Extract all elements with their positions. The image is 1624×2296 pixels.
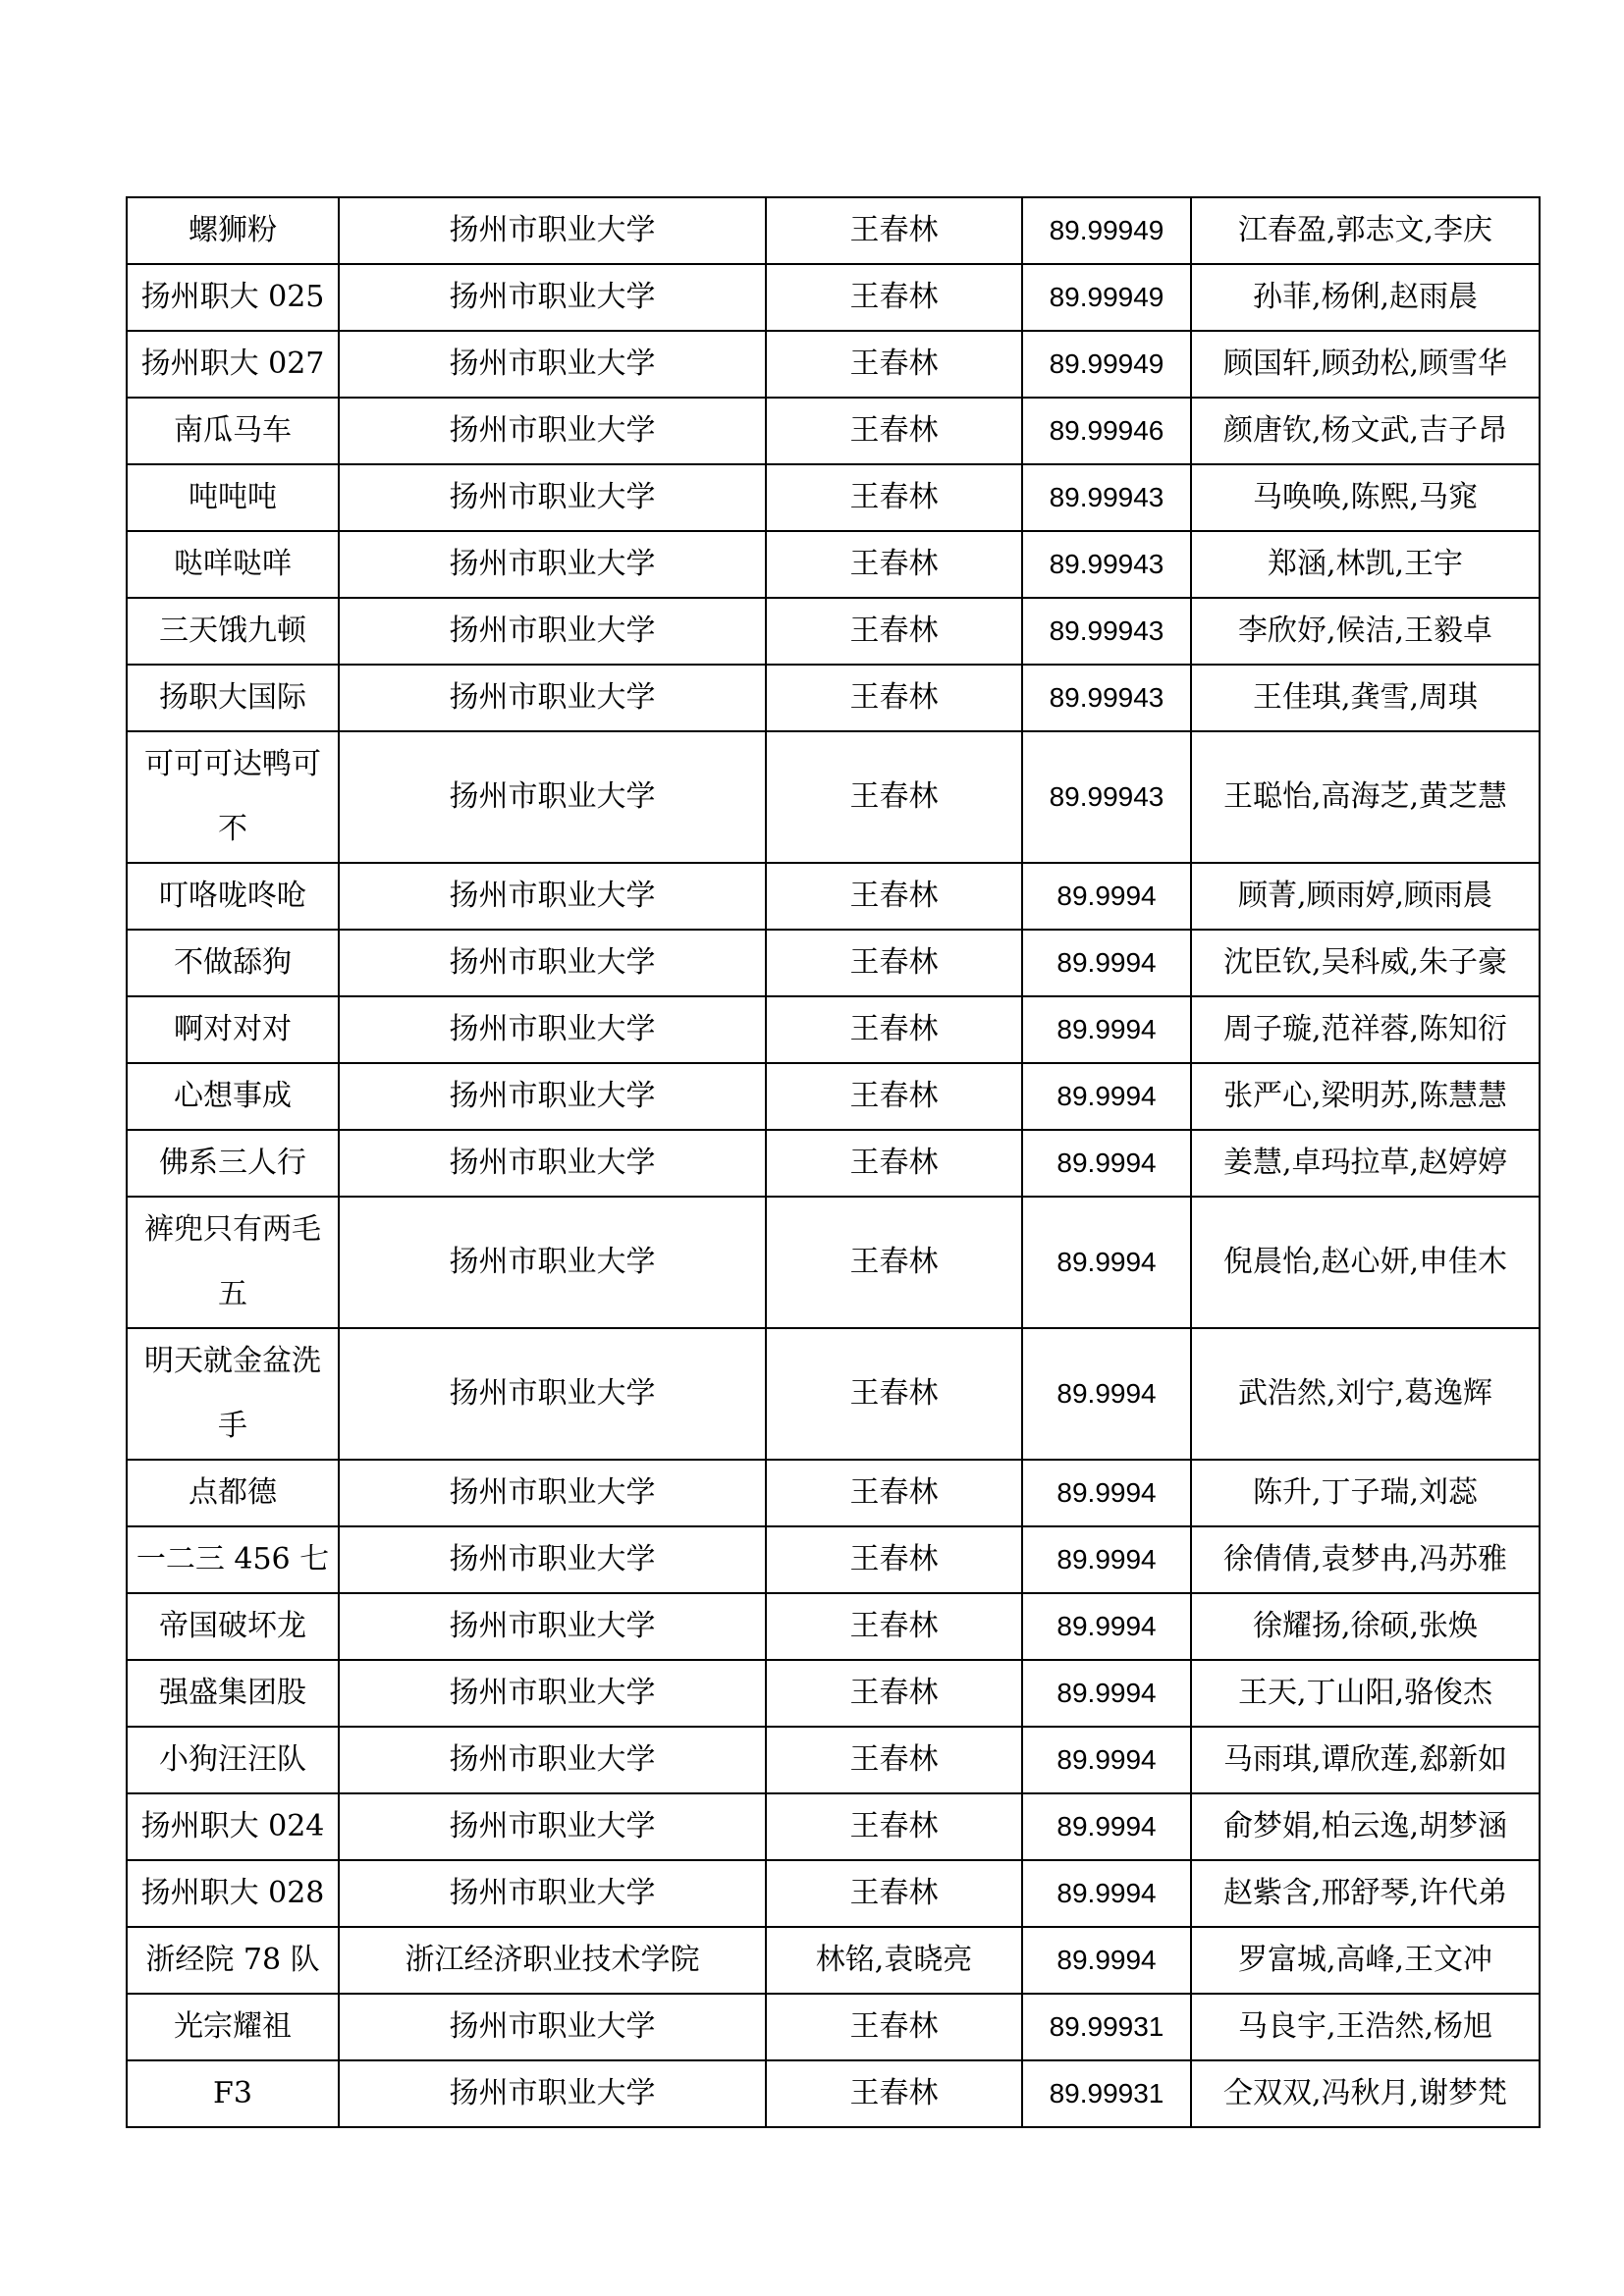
- school-cell: 扬州市职业大学: [339, 331, 766, 398]
- members-cell: 王天,丁山阳,骆俊杰: [1191, 1660, 1540, 1727]
- advisor-cell: 王春林: [766, 1526, 1022, 1593]
- score-cell: 89.99931: [1022, 2060, 1191, 2127]
- members-cell: 马雨琪,谭欣莲,郄新如: [1191, 1727, 1540, 1793]
- members-cell: 王佳琪,龚雪,周琪: [1191, 665, 1540, 731]
- advisor-cell: 王春林: [766, 1793, 1022, 1860]
- table-row: [127, 1793, 1540, 1860]
- team-name-cell: 扬州职大 027: [127, 331, 339, 398]
- school-cell: 扬州市职业大学: [339, 598, 766, 665]
- results-table: [126, 196, 1541, 2128]
- school-cell: 扬州市职业大学: [339, 197, 766, 264]
- table-row: [127, 464, 1540, 531]
- score-cell: 89.9994: [1022, 1727, 1191, 1793]
- school-cell: 扬州市职业大学: [339, 1063, 766, 1130]
- score-cell: 89.9994: [1022, 1130, 1191, 1197]
- score-cell: 89.99943: [1022, 731, 1191, 863]
- school-cell: 扬州市职业大学: [339, 665, 766, 731]
- score-cell: 89.99943: [1022, 531, 1191, 598]
- score-cell: 89.99943: [1022, 598, 1191, 665]
- members-cell: 徐耀扬,徐硕,张焕: [1191, 1593, 1540, 1660]
- table-row: [127, 1660, 1540, 1727]
- school-cell: 浙江经济职业技术学院: [339, 1927, 766, 1994]
- members-cell: 徐倩倩,袁梦冉,冯苏雅: [1191, 1526, 1540, 1593]
- table-row: [127, 731, 1540, 863]
- school-cell: 扬州市职业大学: [339, 1727, 766, 1793]
- score-cell: 89.99943: [1022, 665, 1191, 731]
- members-cell: 沈臣钦,吴科威,朱子豪: [1191, 930, 1540, 996]
- advisor-cell: 王春林: [766, 197, 1022, 264]
- advisor-cell: 王春林: [766, 1994, 1022, 2060]
- team-name-cell: 点都德: [127, 1460, 339, 1526]
- table-row: [127, 1197, 1540, 1328]
- school-cell: 扬州市职业大学: [339, 1994, 766, 2060]
- table-row: [127, 598, 1540, 665]
- school-cell: 扬州市职业大学: [339, 1660, 766, 1727]
- advisor-cell: 王春林: [766, 1660, 1022, 1727]
- school-cell: 扬州市职业大学: [339, 531, 766, 598]
- table-row: [127, 531, 1540, 598]
- members-cell: 马良宇,王浩然,杨旭: [1191, 1994, 1540, 2060]
- table-row: [127, 996, 1540, 1063]
- members-cell: 倪晨怡,赵心妍,申佳木: [1191, 1197, 1540, 1328]
- school-cell: 扬州市职业大学: [339, 731, 766, 863]
- table-row: [127, 1593, 1540, 1660]
- school-cell: 扬州市职业大学: [339, 1197, 766, 1328]
- school-cell: 扬州市职业大学: [339, 1593, 766, 1660]
- advisor-cell: 王春林: [766, 1197, 1022, 1328]
- team-name-cell: 一二三 456 七: [127, 1526, 339, 1593]
- members-cell: 罗富城,高峰,王文冲: [1191, 1927, 1540, 1994]
- team-name-cell: 螺狮粉: [127, 197, 339, 264]
- score-cell: 89.9994: [1022, 1793, 1191, 1860]
- table-row: [127, 2060, 1540, 2127]
- team-name-cell: 浙经院 78 队: [127, 1927, 339, 1994]
- members-cell: 颜唐钦,杨文武,吉子昂: [1191, 398, 1540, 464]
- score-cell: 89.99949: [1022, 331, 1191, 398]
- score-cell: 89.9994: [1022, 1328, 1191, 1460]
- score-cell: 89.9994: [1022, 1860, 1191, 1927]
- score-cell: 89.9994: [1022, 1927, 1191, 1994]
- members-cell: 李欣妤,候洁,王毅卓: [1191, 598, 1540, 665]
- advisor-cell: 王春林: [766, 264, 1022, 331]
- members-cell: 周子璇,范祥蓉,陈知衍: [1191, 996, 1540, 1063]
- results-table-body: [127, 197, 1540, 2127]
- score-cell: 89.9994: [1022, 1063, 1191, 1130]
- team-name-cell: 可可可达鸭可不: [127, 731, 339, 863]
- advisor-cell: 王春林: [766, 930, 1022, 996]
- team-name-cell: 扬职大国际: [127, 665, 339, 731]
- team-name-cell: 扬州职大 024: [127, 1793, 339, 1860]
- members-cell: 郑涵,林凯,王宇: [1191, 531, 1540, 598]
- team-name-cell: 裤兜只有两毛五: [127, 1197, 339, 1328]
- score-cell: 89.99943: [1022, 464, 1191, 531]
- members-cell: 陈升,丁子瑞,刘蕊: [1191, 1460, 1540, 1526]
- advisor-cell: 林铭,袁晓亮: [766, 1927, 1022, 1994]
- members-cell: 顾国轩,顾劲松,顾雪华: [1191, 331, 1540, 398]
- members-cell: 江春盈,郭志文,李庆: [1191, 197, 1540, 264]
- school-cell: 扬州市职业大学: [339, 1526, 766, 1593]
- school-cell: 扬州市职业大学: [339, 1860, 766, 1927]
- school-cell: 扬州市职业大学: [339, 1130, 766, 1197]
- advisor-cell: 王春林: [766, 731, 1022, 863]
- score-cell: 89.99949: [1022, 197, 1191, 264]
- table-row: [127, 331, 1540, 398]
- members-cell: 姜慧,卓玛拉草,赵婷婷: [1191, 1130, 1540, 1197]
- table-row: [127, 1328, 1540, 1460]
- members-cell: 仝双双,冯秋月,谢梦梵: [1191, 2060, 1540, 2127]
- score-cell: 89.9994: [1022, 1593, 1191, 1660]
- advisor-cell: 王春林: [766, 464, 1022, 531]
- table-row: [127, 197, 1540, 264]
- school-cell: 扬州市职业大学: [339, 996, 766, 1063]
- advisor-cell: 王春林: [766, 1130, 1022, 1197]
- members-cell: 马唤唤,陈熙,马窕: [1191, 464, 1540, 531]
- score-cell: 89.99946: [1022, 398, 1191, 464]
- team-name-cell: 三天饿九顿: [127, 598, 339, 665]
- score-cell: 89.99949: [1022, 264, 1191, 331]
- members-cell: 俞梦娟,柏云逸,胡梦涵: [1191, 1793, 1540, 1860]
- score-cell: 89.9994: [1022, 1660, 1191, 1727]
- table-row: [127, 1994, 1540, 2060]
- table-row: [127, 1727, 1540, 1793]
- advisor-cell: 王春林: [766, 598, 1022, 665]
- team-name-cell: 佛系三人行: [127, 1130, 339, 1197]
- members-cell: 赵紫含,邢舒琴,许代弟: [1191, 1860, 1540, 1927]
- score-cell: 89.9994: [1022, 1526, 1191, 1593]
- school-cell: 扬州市职业大学: [339, 464, 766, 531]
- advisor-cell: 王春林: [766, 1460, 1022, 1526]
- advisor-cell: 王春林: [766, 1593, 1022, 1660]
- table-row: [127, 863, 1540, 930]
- advisor-cell: 王春林: [766, 665, 1022, 731]
- members-cell: 张严心,梁明苏,陈慧慧: [1191, 1063, 1540, 1130]
- score-cell: 89.99931: [1022, 1994, 1191, 2060]
- score-cell: 89.9994: [1022, 996, 1191, 1063]
- team-name-cell: 啊对对对: [127, 996, 339, 1063]
- score-cell: 89.9994: [1022, 1197, 1191, 1328]
- advisor-cell: 王春林: [766, 1860, 1022, 1927]
- team-name-cell: 叮咯咙咚呛: [127, 863, 339, 930]
- table-row: [127, 1130, 1540, 1197]
- table-row: [127, 930, 1540, 996]
- members-cell: 武浩然,刘宁,葛逸辉: [1191, 1328, 1540, 1460]
- table-row: [127, 1460, 1540, 1526]
- advisor-cell: 王春林: [766, 863, 1022, 930]
- school-cell: 扬州市职业大学: [339, 264, 766, 331]
- table-row: [127, 1526, 1540, 1593]
- team-name-cell: 吨吨吨: [127, 464, 339, 531]
- score-cell: 89.9994: [1022, 863, 1191, 930]
- table-row: [127, 264, 1540, 331]
- score-cell: 89.9994: [1022, 1460, 1191, 1526]
- team-name-cell: 不做舔狗: [127, 930, 339, 996]
- table-row: [127, 1860, 1540, 1927]
- team-name-cell: 心想事成: [127, 1063, 339, 1130]
- advisor-cell: 王春林: [766, 531, 1022, 598]
- team-name-cell: 强盛集团股: [127, 1660, 339, 1727]
- school-cell: 扬州市职业大学: [339, 1328, 766, 1460]
- advisor-cell: 王春林: [766, 1727, 1022, 1793]
- school-cell: 扬州市职业大学: [339, 1793, 766, 1860]
- score-cell: 89.9994: [1022, 930, 1191, 996]
- members-cell: 顾菁,顾雨婷,顾雨晨: [1191, 863, 1540, 930]
- team-name-cell: 扬州职大 028: [127, 1860, 339, 1927]
- team-name-cell: 光宗耀祖: [127, 1994, 339, 2060]
- table-row: [127, 398, 1540, 464]
- advisor-cell: 王春林: [766, 398, 1022, 464]
- team-name-cell: 哒咩哒咩: [127, 531, 339, 598]
- table-row: [127, 1927, 1540, 1994]
- school-cell: 扬州市职业大学: [339, 2060, 766, 2127]
- school-cell: 扬州市职业大学: [339, 863, 766, 930]
- table-row: [127, 1063, 1540, 1130]
- team-name-cell: 南瓜马车: [127, 398, 339, 464]
- advisor-cell: 王春林: [766, 1063, 1022, 1130]
- table-row: [127, 665, 1540, 731]
- advisor-cell: 王春林: [766, 331, 1022, 398]
- team-name-cell: 明天就金盆洗手: [127, 1328, 339, 1460]
- advisor-cell: 王春林: [766, 996, 1022, 1063]
- advisor-cell: 王春林: [766, 1328, 1022, 1460]
- school-cell: 扬州市职业大学: [339, 1460, 766, 1526]
- advisor-cell: 王春林: [766, 2060, 1022, 2127]
- team-name-cell: 扬州职大 025: [127, 264, 339, 331]
- members-cell: 孙菲,杨俐,赵雨晨: [1191, 264, 1540, 331]
- team-name-cell: 小狗汪汪队: [127, 1727, 339, 1793]
- team-name-cell: 帝国破坏龙: [127, 1593, 339, 1660]
- team-name-cell: F3: [127, 2060, 339, 2127]
- members-cell: 王聪怡,高海芝,黄芝慧: [1191, 731, 1540, 863]
- school-cell: 扬州市职业大学: [339, 930, 766, 996]
- school-cell: 扬州市职业大学: [339, 398, 766, 464]
